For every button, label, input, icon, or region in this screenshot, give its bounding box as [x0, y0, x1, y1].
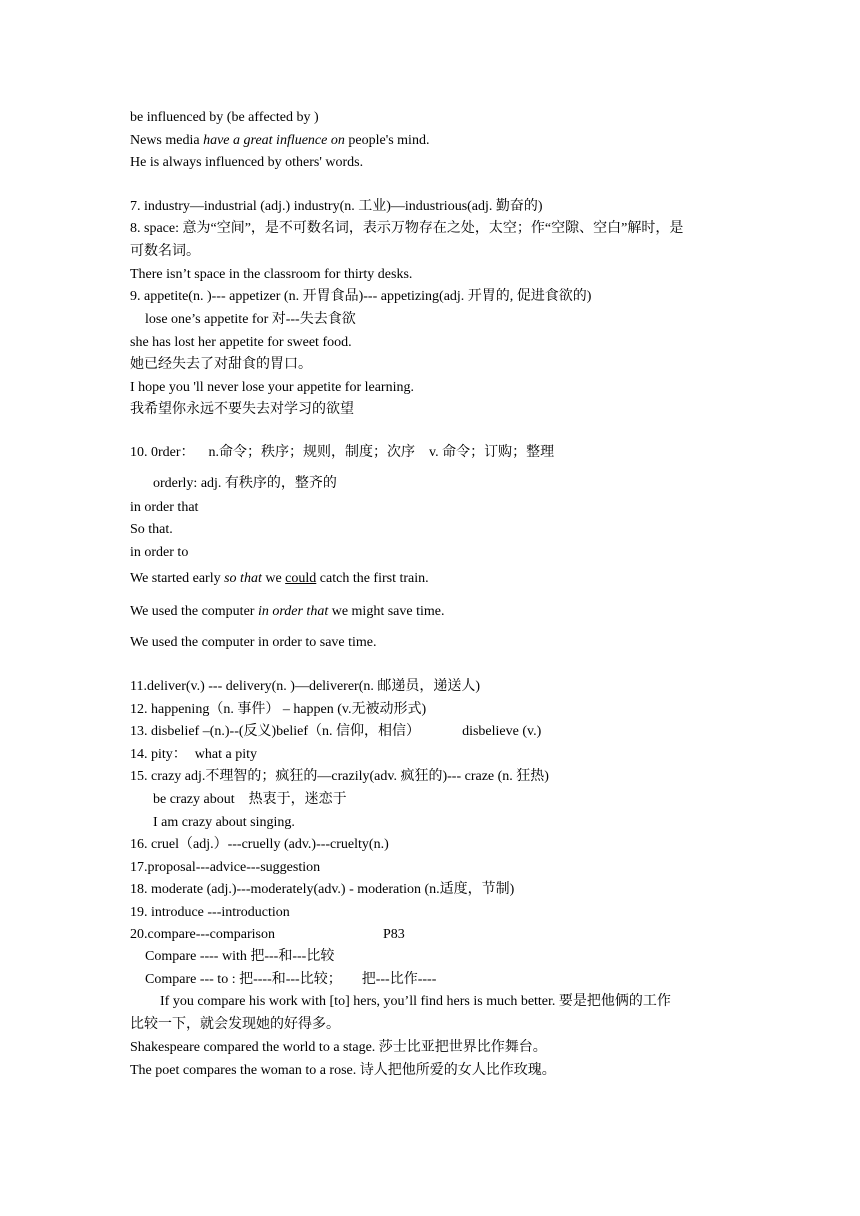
underlined-word: could: [285, 571, 317, 586]
text-line: 可数名词。: [130, 244, 200, 259]
text-run: we: [261, 571, 286, 586]
text-line: in order to: [130, 545, 189, 560]
text-line: [130, 746, 257, 764]
italic-phrase: have a great influence on: [203, 133, 345, 148]
text-run: n.命令；秩序；规则，制度；次序: [208, 445, 416, 460]
text-line: she has lost her appetite for sweet food.: [130, 335, 352, 350]
text-line: [130, 132, 429, 150]
text-line: orderly: adj. 有秩序的，整齐的: [153, 476, 337, 491]
text-line: I hope you 'll never lose your appetite for learning.: [130, 380, 414, 395]
text-line: [130, 603, 444, 621]
text-line: be influenced by (be affected by ): [130, 110, 319, 125]
text-line: [130, 444, 554, 462]
text-line: [145, 971, 436, 989]
text-run: 20.compare---comparison: [130, 927, 275, 942]
text-line: 比较一下，就会发现她的好得多。: [130, 1017, 340, 1032]
text-line: He is always influenced by others' words.: [130, 155, 364, 170]
text-line: lose one’s appetite for 对---失去食欲: [145, 312, 356, 327]
text-run: disbelieve (v.): [462, 724, 542, 739]
page-reference: P83: [383, 927, 405, 942]
italic-phrase: so that: [224, 571, 262, 586]
text-line: Compare ---- with 把---和---比较: [145, 949, 335, 964]
text-run: 热衷于，迷恋于: [248, 792, 347, 807]
text-line: 9. appetite(n. )--- appetizer (n. 开胃食品)--- appetizing(adj. 开胃的, 促进食欲的): [130, 289, 592, 304]
text-line: in order that: [130, 500, 199, 515]
text-run: 13. disbelief –(n.)--(反义)belief（n. 信仰，相信）: [130, 724, 421, 739]
text-line: If you compare his work with [to] hers, you’ll find hers is much better. 要是把他俩的工作: [160, 994, 671, 1009]
text-line: 8. space: 意为“空间”，是不可数名词，表示万物存在之处，太空；作“空隙、空白”解时，是: [130, 221, 684, 236]
text-line: 她已经失去了对甜食的胃口。: [130, 357, 312, 372]
text-run: 14. pity：: [130, 747, 187, 762]
text-line: [130, 723, 541, 741]
text-run: people's mind.: [344, 133, 430, 148]
text-line: 17.proposal---advice---suggestion: [130, 860, 321, 875]
text-run: 10. 0rder：: [130, 445, 195, 460]
text-line: So that.: [130, 522, 173, 537]
text-line: 11.deliver(v.) --- delivery(n. )—deliverer(n. 邮递员，递送人): [130, 679, 481, 694]
text-run: we might save time.: [328, 604, 445, 619]
text-line: I am crazy about singing.: [153, 815, 295, 830]
italic-phrase: in order that: [257, 604, 329, 619]
text-line: 我希望你永远不要失去对学习的欲望: [130, 402, 354, 417]
text-run: Compare --- to : 把----和---比较；: [145, 972, 342, 987]
text-run: We used the computer: [130, 604, 258, 619]
text-run: 把---比作----: [361, 972, 437, 987]
text-line: [130, 926, 405, 944]
text-line: [130, 570, 429, 588]
text-line: 19. introduce ---introduction: [130, 905, 290, 920]
text-line: The poet compares the woman to a rose. 诗人把他所爱的女人比作玫瑰。: [130, 1063, 556, 1078]
text-run: catch the first train.: [316, 571, 429, 586]
text-run: We started early: [130, 571, 225, 586]
text-run: what a pity: [194, 747, 257, 762]
text-run: News media: [130, 133, 204, 148]
text-line: Shakespeare compared the world to a stage. 莎士比亚把世界比作舞台。: [130, 1040, 547, 1055]
text-line: 16. cruel（adj.）---cruelly (adv.)---cruelty(n.): [130, 837, 389, 852]
text-line: [153, 791, 347, 809]
text-run: v. 命令；订购；整理: [429, 445, 555, 460]
text-line: 7. industry—industrial (adj.) industry(n. 工业)—industrious(adj. 勤奋的): [130, 199, 543, 214]
text-line: We used the computer in order to save time.: [130, 635, 377, 650]
text-run: be crazy about: [153, 792, 235, 807]
text-line: There isn’t space in the classroom for thirty desks.: [130, 267, 413, 282]
text-line: 12. happening（n. 事件） – happen (v.无被动形式): [130, 702, 427, 717]
text-line: 15. crazy adj.不理智的；疯狂的—crazily(adv. 疯狂的)--- craze (n. 狂热): [130, 769, 549, 784]
text-line: 18. moderate (adj.)---moderately(adv.) - moderation (n.适度，节制): [130, 882, 515, 897]
